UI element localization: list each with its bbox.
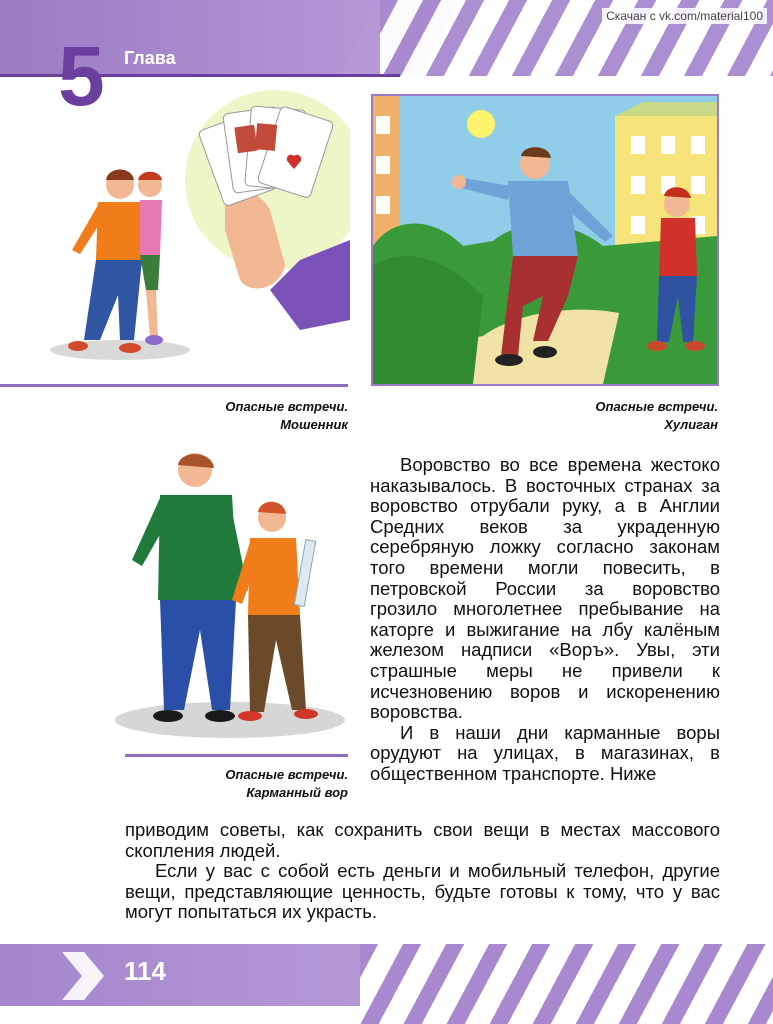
- illustration-pickpocket: [100, 440, 350, 750]
- caption-rule-pickpocket: [125, 754, 348, 757]
- caption-pickpocket: [120, 766, 348, 802]
- caption-rule-swindler: [0, 384, 348, 387]
- illustration-swindler: [0, 90, 350, 380]
- paragraph-advice-intro: приводим советы, как сохранить свои вещи в местах массового скопления людей.: [125, 819, 720, 861]
- footer-band: [0, 944, 773, 1024]
- chapter-number: 5: [58, 29, 103, 123]
- caption-swindler: [120, 398, 348, 434]
- footer-stripes: [360, 944, 773, 1024]
- chevron-right-icon: [58, 950, 106, 1002]
- caption-subtitle: Карманный вор: [246, 785, 348, 800]
- caption-hooligan: [490, 398, 718, 434]
- page-number: 114: [124, 956, 166, 986]
- paragraph-pickpockets-today: И в наши дни карманные воры орудуют на улицах, в магазинах, в общественном транспорте. Ниже: [370, 721, 720, 784]
- caption-subtitle: Хулиган: [664, 417, 718, 432]
- chapter-label: Глава: [124, 48, 176, 68]
- caption-title: Опасные встречи.: [225, 767, 348, 782]
- paragraph-theft-history: Воровство во все времена жестоко наказывалось. В восточных странах за воровство отрубали руку, а в Англии Средних веков за украденную серебряную ложку согласно законам того времени могли повесить, в петровской России за воровство грозило многолетнее пребывание на каторге и выжигание на лбу калёным железом надписи «Воръ». Увы, эти страшные меры не привели к исчезновению воров и искоренению воровства.: [370, 454, 720, 723]
- watermark: Скачан с vk.com/material100: [602, 8, 767, 24]
- text-column: [370, 455, 720, 785]
- paragraph-valuables-warning: Если у вас с собой есть деньги и мобильный телефон, другие вещи, представляющие ценность, будьте готовы к тому, что у вас могут попытаться их украсть.: [125, 860, 720, 923]
- caption-title: Опасные встречи.: [225, 399, 348, 414]
- full-width-text: [125, 820, 720, 923]
- caption-title: Опасные встречи.: [595, 399, 718, 414]
- illustration-hooligan: [371, 94, 719, 386]
- caption-subtitle: Мошенник: [280, 417, 348, 432]
